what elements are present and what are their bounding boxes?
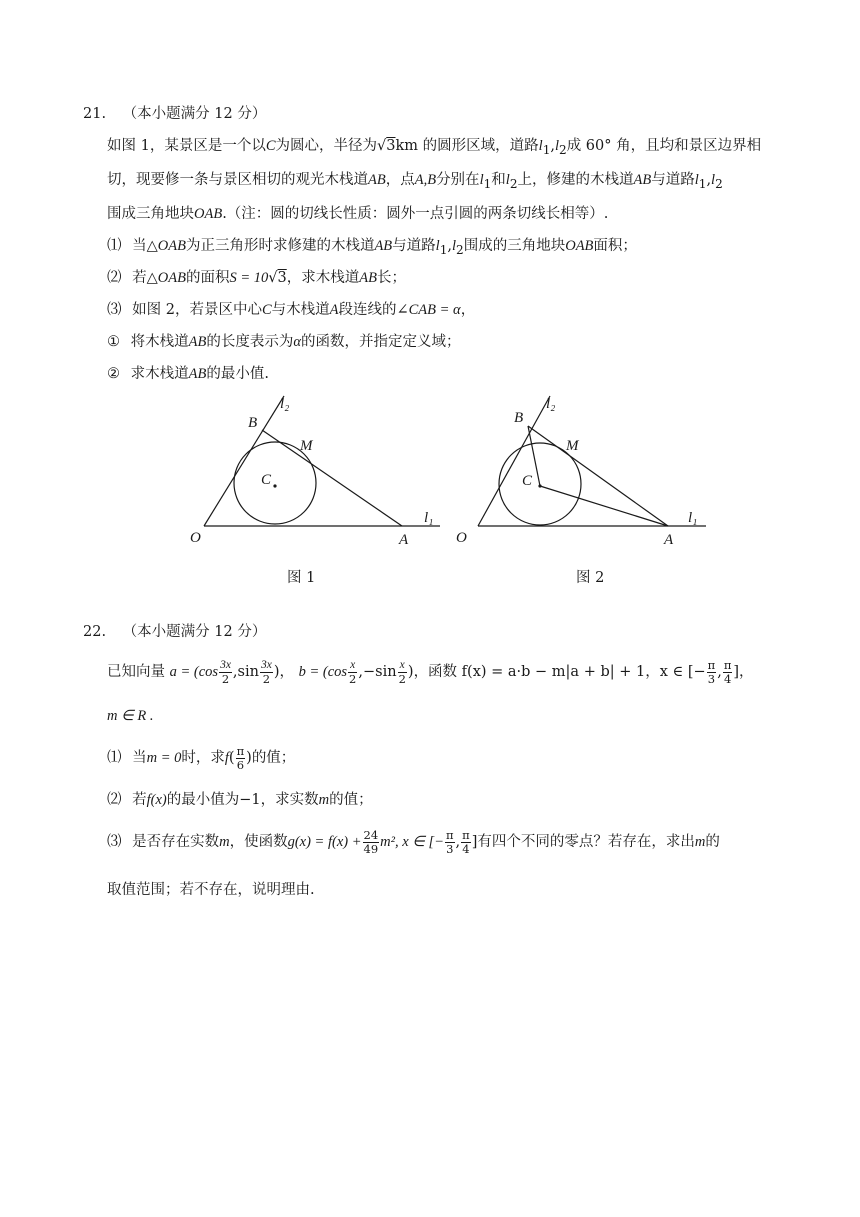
frac-pi-4 (723, 659, 733, 686)
label-A: A (664, 532, 674, 548)
figure-2-caption: 图 2 (576, 570, 605, 586)
q22-part3: ⑶ 是否存在实数m，使函数g(x) = f(x) + $\frac{24}{49}$ m², x ∈ [− $\frac{\pi}{3}$ , $\frac{\pi}{4}$ ]有四个不同的零点？若存在，求出m的 (107, 827, 720, 856)
q21-intro-line2: 切，现要修一条与景区相切的观光木栈道AB，点A,B分别在$l_1$和$l_2$上，修建的木栈道AB与道路$l_1,l_2$ (107, 172, 723, 191)
q21-intro-text: 成 60° 角，且均和景区边界相 (566, 138, 762, 154)
frac-num: x (350, 659, 356, 671)
m-in-R: m ∈ R . (107, 708, 154, 724)
frac-den: 49 (363, 841, 379, 856)
var-l1: l (538, 138, 543, 154)
frac-num: π (462, 827, 470, 842)
q21-part1: ⑴ 当△OAB为正三角形时求修建的木栈道AB与道路$l_1,l_2$围成的三角地块OAB面积； (107, 238, 637, 257)
q22-p3-text: ，使函数 (229, 834, 288, 850)
part-label: ② (107, 366, 120, 382)
q21-p32-text: 求木栈道 (130, 366, 189, 382)
var-AB: AB (374, 238, 393, 254)
part-label: ① (107, 334, 120, 350)
q21-intro-line3 (107, 204, 608, 224)
q22-p2-text: 若 (132, 792, 147, 808)
vector-b: b = (cos (298, 664, 348, 680)
q21-p32-text: 的最小值. (206, 366, 269, 382)
frac-den: 2 (262, 672, 271, 686)
var-m: m (318, 792, 330, 808)
var-OAB: OAB (157, 238, 186, 254)
frac-num: π (445, 827, 454, 842)
q21-part3-1 (107, 332, 460, 352)
part-label: ⑵ (107, 270, 122, 286)
function-g: g(x) = f(x) + (287, 834, 362, 850)
q21-intro-text: km 的圆形区域，道路 (395, 138, 539, 154)
scenic-circle (234, 442, 316, 524)
frac-den: 2 (349, 672, 357, 686)
q21-p3-text: ， (460, 302, 476, 318)
q21-part3-2 (107, 364, 269, 384)
q21-p2-text: 长； (376, 270, 406, 286)
frac-den: 3 (446, 841, 454, 856)
label-C: C (261, 472, 272, 488)
q21-intro-text: 和 (491, 172, 506, 188)
q21-intro-text: 上，修建的木栈道 (517, 172, 634, 188)
part-label: ⑶ (107, 834, 122, 850)
q22-p3-text: 是否存在实数 (132, 834, 220, 850)
q21-p1-text: 与道路 (392, 238, 436, 254)
frac-x-2 (398, 658, 407, 686)
frac-den: 3 (707, 671, 716, 686)
q21-p2-text: 的面积 (185, 270, 230, 286)
var-AB: AB (368, 172, 386, 188)
vector-a: a = (cos (169, 664, 219, 680)
frac-num: π (707, 657, 716, 672)
q21-p3-text: 段连线的∠ (338, 302, 409, 318)
figure-2 (456, 396, 706, 548)
q22-p1-text: 时，求 (181, 750, 225, 766)
frac-24-49 (363, 829, 380, 856)
m-squared-domain: m², x ∈ [− (380, 834, 444, 850)
part-label: ⑵ (107, 792, 122, 808)
q21-p3-text: 与木栈道 (271, 302, 330, 318)
q22-intro-text: ]， (733, 664, 754, 680)
var-AB: AB (633, 172, 652, 188)
q21-p2-text: 若△ (132, 270, 158, 286)
frac-pi-3 (707, 659, 717, 686)
q21-intro-text: .（注：圆的切线长性质：圆外一点引圆的两条切线长相等）. (222, 206, 609, 222)
q22-p1-text: 当 (132, 750, 147, 766)
q22-intro-line1: 已知向量 a = (cos $\frac{3x}{2}$ ,sin $\frac{3x}{2}$ )， b = (cos $\frac{x}{2}$ ,−sin $\frac{x}{2}$ )，函数 f(x) = a·b − m|a + b| + 1，x ∈ [− $\frac{\pi}{3}$ , $\frac{\pi}{4}$ ]， (107, 657, 754, 686)
function-f: f (224, 750, 229, 766)
label-M: M (300, 438, 313, 454)
q21-part3 (107, 300, 475, 320)
var-alpha: α (293, 334, 301, 350)
q21-intro-line1: 如图 1，某景区是一个以C为圆心，半径为√3km 的圆形区域，道路$l_1,l_2$成 60° 角，且均和景区边界相 (107, 138, 762, 157)
var-A: A (329, 302, 339, 318)
q21-intro-text: 分别在 (436, 172, 480, 188)
q22-part1: ⑴ 当m = 0时，求f( $\frac{\pi}{6}$ )的值； (107, 743, 296, 772)
function-f: ，函数 f(x) = a·b − m|a + b| + 1， (413, 664, 660, 680)
q22-part3-line2 (107, 880, 315, 900)
q22-header (83, 622, 266, 642)
q22-intro-text: 已知向量 (107, 664, 165, 680)
road-l2 (204, 396, 284, 526)
boardwalk-AB (262, 430, 402, 526)
frac-den: 4 (462, 841, 470, 856)
q21-intro-text: 切，现要修一条与景区相切的观光木栈道 (107, 172, 368, 188)
frac-den: 4 (723, 671, 732, 686)
label-l1: l₁ (688, 510, 698, 526)
q21-intro-text: 为圆心，半径为 (275, 138, 378, 154)
part-label: ⑶ (107, 302, 122, 318)
m-equals-0: m = 0 (146, 750, 182, 766)
q22-p1-text: 的值； (251, 750, 296, 766)
var-m: m (694, 834, 706, 850)
part-label: ⑴ (107, 750, 122, 766)
q21-p31-text: 将木栈道 (130, 334, 189, 350)
function-fx: f(x) (146, 792, 167, 808)
area-expression: S = 10 (229, 270, 269, 286)
q21-p31-text: 的函数，并指定定义域； (300, 334, 461, 350)
var-AB: AB (359, 270, 377, 286)
sqrt-3: 3 (386, 138, 396, 154)
frac-3x-2 (260, 658, 273, 686)
frac-3x-2 (219, 658, 232, 686)
q21-points: （本小题满分 12 分） (122, 106, 267, 122)
frac-den: 6 (236, 757, 245, 772)
q21-intro-text: 如图 1，某景区是一个以 (107, 138, 266, 154)
q21-header (83, 104, 266, 124)
var-OAB: OAB (565, 238, 594, 254)
part-label: ⑴ (107, 238, 122, 254)
q21-number: 21. (83, 106, 107, 122)
label-O: O (190, 530, 201, 546)
label-B: B (514, 410, 524, 426)
q21-p3-text: 如图 2，若景区中心 (132, 302, 262, 318)
frac-x-2 (348, 658, 357, 686)
frac-pi-3 (445, 829, 455, 856)
frac-num: x (399, 659, 405, 671)
frac-den: 2 (221, 672, 230, 686)
label-l2: l₂ (546, 396, 556, 412)
center-dot (538, 484, 541, 487)
frac-pi-4 (461, 829, 471, 856)
label-M: M (566, 438, 579, 454)
label-l2: l₂ (280, 396, 290, 412)
center-dot (273, 484, 276, 487)
q21-part2: ⑵ 若△OAB的面积S = 10√3，求木栈道AB长； (107, 270, 406, 286)
label-A: A (399, 532, 409, 548)
q21-p31-text: 的长度表示为 (206, 334, 294, 350)
q22-intro-text: ,sin (232, 664, 259, 680)
var-C: C (265, 138, 276, 154)
frac-den: 2 (398, 672, 406, 686)
var-AB: AB (188, 366, 207, 382)
q22-p3-text: 的 (705, 834, 720, 850)
q22-points: （本小题满分 12 分） (122, 624, 267, 640)
q22-p2-text: 的最小值为−1，求实数 (166, 792, 319, 808)
geometry-figures (180, 390, 720, 550)
q22-intro-text: )， (273, 664, 294, 680)
frac-pi-6 (236, 745, 246, 772)
boardwalk-AB (528, 426, 668, 526)
q22-p3-text: 取值范围；若不存在，说明理由. (107, 882, 315, 898)
label-B: B (248, 415, 258, 431)
var-A-B: A,B (414, 172, 437, 188)
label-C: C (522, 473, 533, 489)
q21-intro-text: 围成三角地块 (107, 206, 194, 222)
angle-CAB: CAB = α (408, 302, 461, 318)
q22-part2 (107, 790, 373, 810)
q22-p3-text: 有四个不同的零点？若存在，求出 (477, 834, 695, 850)
frac-num: 3x (220, 659, 231, 671)
frac-num: 3x (260, 659, 272, 671)
var-C: C (261, 302, 272, 318)
q22-number: 22. (83, 624, 107, 640)
q22-intro-text: ,−sin (358, 664, 397, 680)
frac-num: π (723, 657, 732, 672)
figure-1 (190, 396, 440, 548)
var-m: m (219, 834, 230, 850)
q21-p1-text: 围成的三角地块 (463, 238, 566, 254)
label-l1: l₁ (424, 510, 434, 526)
label-O: O (456, 530, 467, 546)
figure-1-caption: 图 1 (287, 570, 316, 586)
q21-p1-text: 为正三角形时求修建的木栈道 (185, 238, 375, 254)
var-AB: AB (188, 334, 207, 350)
q22-intro-line2 (107, 706, 153, 726)
q21-intro-text: 与道路 (651, 172, 695, 188)
frac-num: π (236, 743, 245, 758)
domain-x: x ∈ [− (659, 664, 706, 680)
q21-p1-text: 当△ (132, 238, 158, 254)
var-OAB: OAB (194, 206, 223, 222)
var-OAB: OAB (157, 270, 186, 286)
q21-p2-text: ，求木栈道 (286, 270, 360, 286)
q22-p2-text: 的值； (329, 792, 373, 808)
q21-p1-text: 面积； (593, 238, 637, 254)
q21-intro-text: ，点 (385, 172, 415, 188)
frac-num: 24 (363, 827, 379, 842)
